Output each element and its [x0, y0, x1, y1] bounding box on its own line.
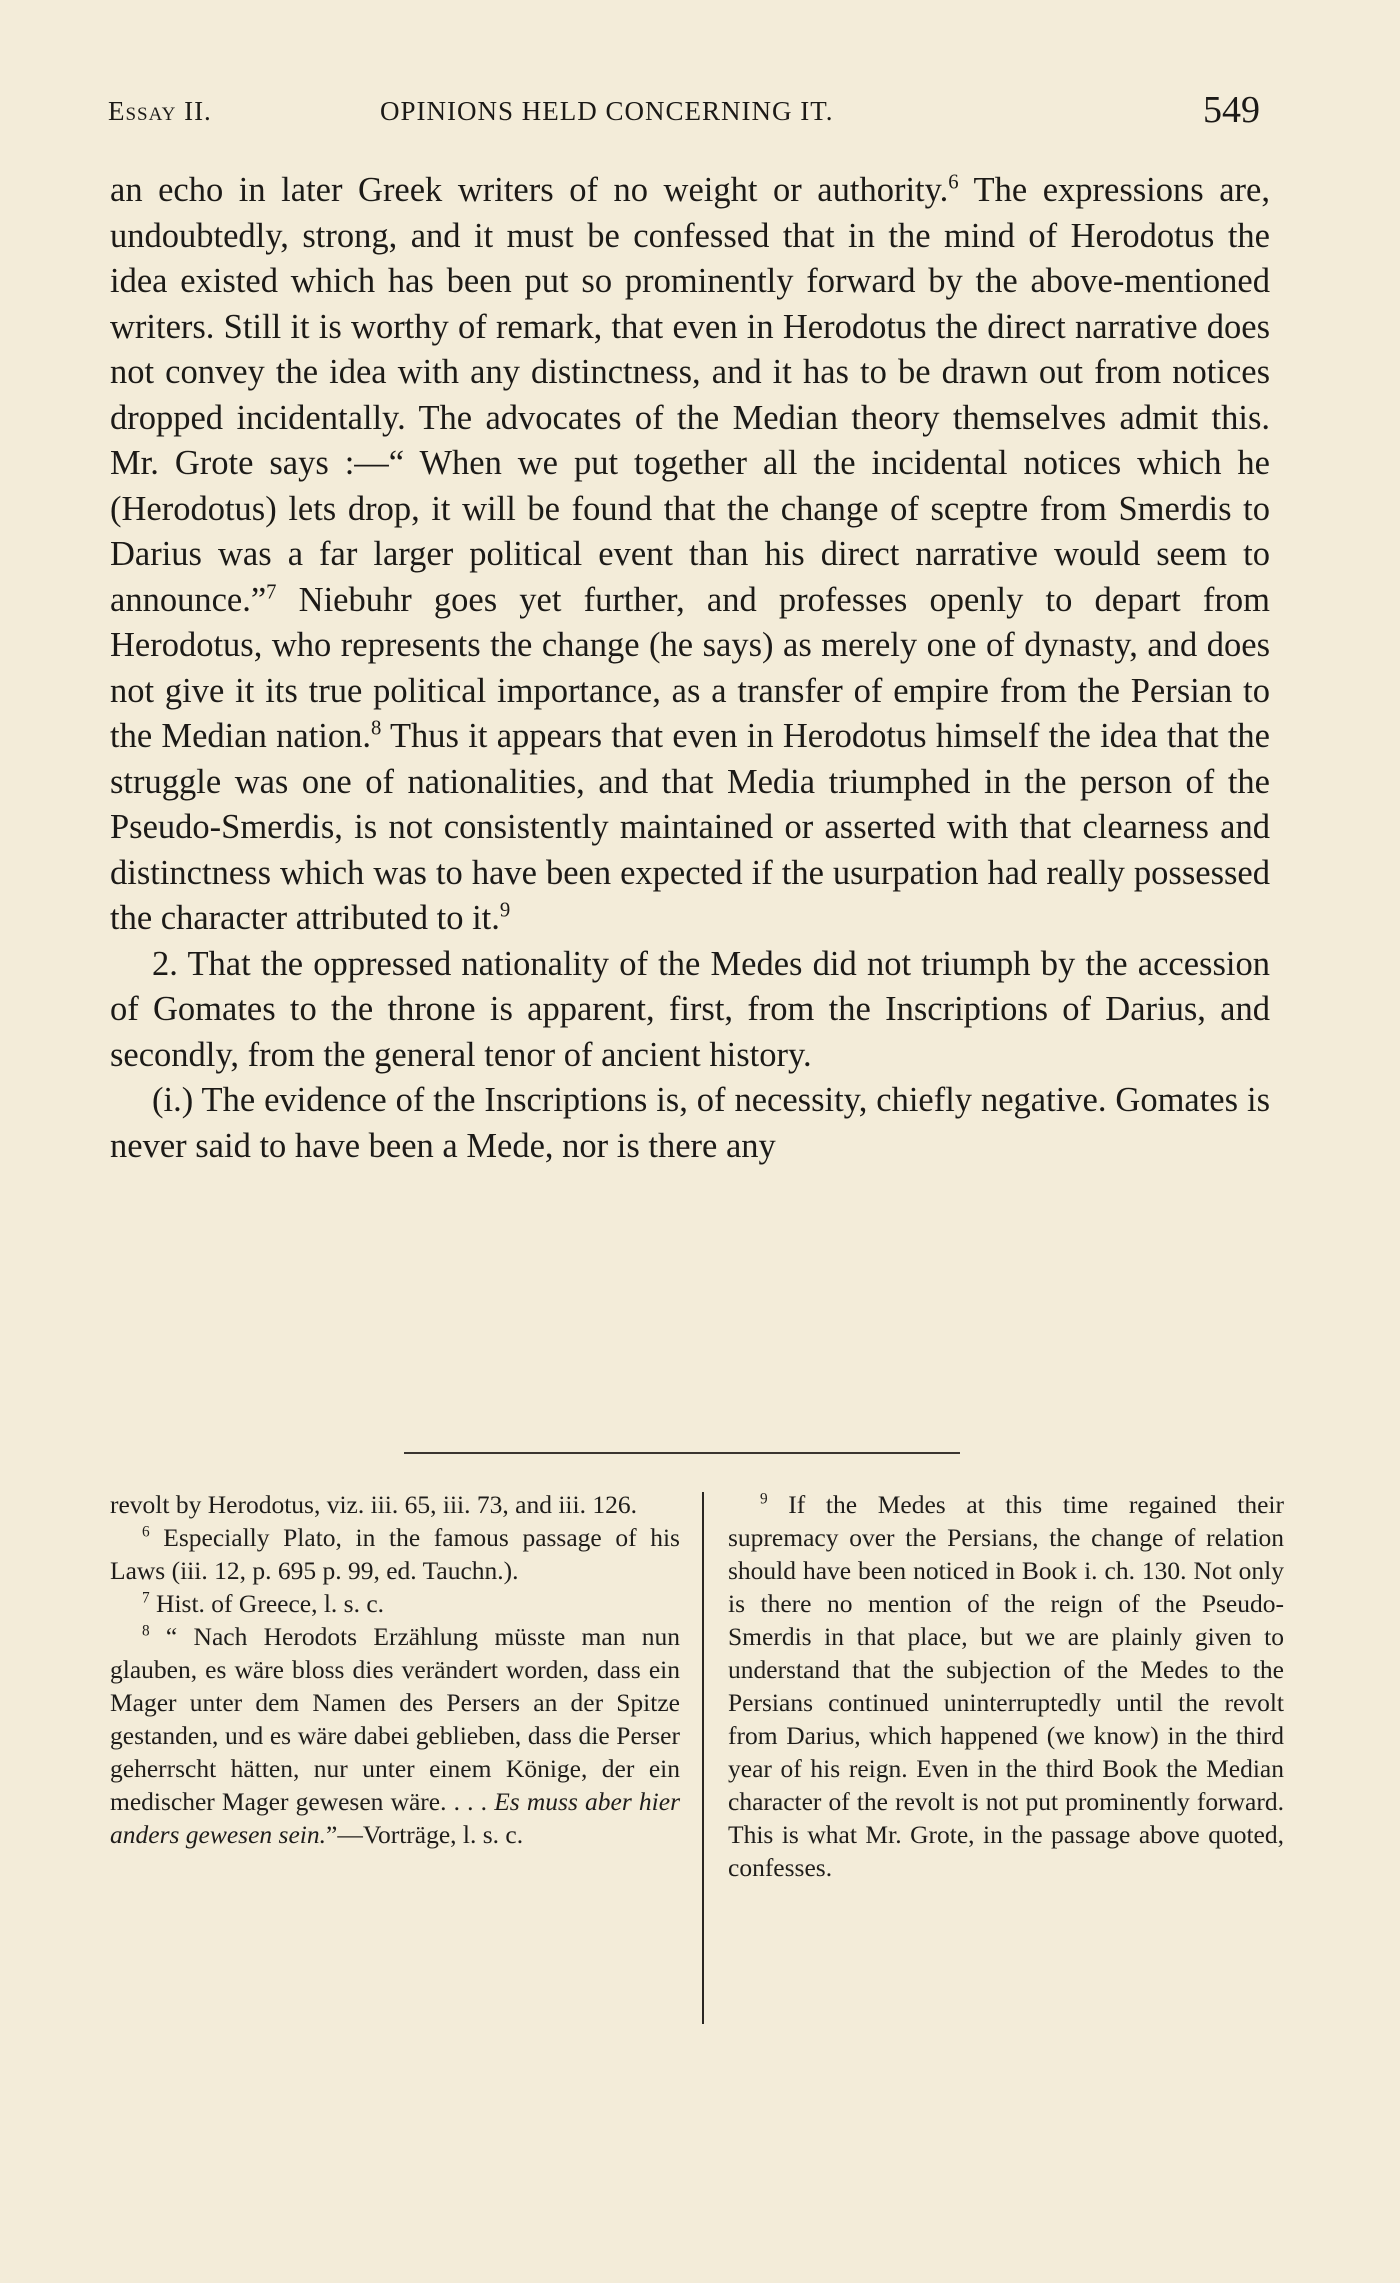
- footnote-7-text: Hist. of Greece, l. s. c.: [149, 1589, 385, 1618]
- footnote-ref-8: 8: [370, 717, 382, 740]
- essay-label: Essay II.: [108, 96, 212, 126]
- footnote-8-end: ”—Vorträge, l. s. c.: [326, 1820, 524, 1849]
- paragraph-3: (i.) The evidence of the Inscriptions is, of necessity, chiefly negative. Gomates is never said to have been a Mede, nor is there any: [110, 1081, 1270, 1165]
- footnote-8-text: “ Nach Herodots Erzählung müsste man nun glauben, es wäre bloss dies verändert worden, dass ein Mager unter dem Namen des Persers an der Spitze gestanden, und es wäre dabei geblieben, dass die Perser geherrscht hätten, nur unter einem Könige, der ein medischer Mager gewesen wäre. . . .: [110, 1622, 680, 1816]
- column-divider: [702, 1492, 704, 2024]
- footnote-9: [728, 1488, 1284, 1884]
- footnote-6-text: Especially Plato, in the famous passage of his Laws (iii. 12, p. 695 p. 99, ed. Tauchn.).: [110, 1523, 680, 1585]
- footnote-8: [110, 1620, 680, 1851]
- footnote-8-mark: 8: [142, 1622, 150, 1640]
- footnote-ref-9: 9: [499, 899, 511, 922]
- footnote-ref-6: 6: [948, 171, 959, 194]
- footnote-8-italic: Es muss aber hier anders gewesen sein.: [110, 1787, 680, 1849]
- running-header: [108, 88, 1268, 138]
- running-title: OPINIONS HELD CONCERNING IT.: [380, 96, 834, 126]
- footnote-rule: [404, 1452, 960, 1454]
- footnote-continuation: revolt by Herodotus, viz. iii. 65, iii. 73, and iii. 126.: [110, 1490, 637, 1519]
- paragraph-1: [110, 168, 1270, 942]
- paragraph-2: 2. That the oppressed nationality of the Medes did not triumph by the accession of Gomates to the throne is apparent, first, from the Inscriptions of Darius, and secondly, from the general tenor of ancient history.: [110, 944, 1270, 1074]
- paragraph-1-text-d: Thus it appears that even in Herodotus himself the idea that the struggle was one of nationalities, and that Media triumphed in the person of the Pseudo-Smerdis, is not consistently maintained or asserted with that clearness and distinctness which was to have been expected if the usurpation had really possessed the character attributed to it.: [110, 717, 1270, 937]
- page-number: 549: [1203, 89, 1260, 131]
- footnote-ref-7: 7: [266, 581, 277, 603]
- footnotes-left-column: [110, 1488, 680, 1851]
- paragraph-1-text-a: an echo in later Greek writers of no weight or authority.: [110, 171, 949, 209]
- footnote-6-mark: 6: [142, 1523, 150, 1541]
- footnote-7-mark: 7: [142, 1589, 150, 1607]
- main-text: [110, 168, 1270, 1169]
- footnotes-right-column: [728, 1488, 1284, 1884]
- footnote-7: [110, 1587, 680, 1620]
- footnote-9-mark: 9: [760, 1490, 768, 1508]
- paragraph-1-text-b: The expressions are, undoubtedly, strong, and it must be confessed that in the mind of Herodotus the idea existed which has been put so prominently forward by the above-mentioned writers. Still it is worthy of remark, that even in Herodotus the direct narrative does not convey the idea with any distinctness, and it has to be drawn out from notices dropped incidentally. The advocates of the Median theory themselves admit this. Mr. Grote says :—“ When we put together all the incidental notices which he (Herodotus) lets drop, it will be found that the change of sceptre from Smerdis to Darius was a far larger political event than his direct narrative would seem to announce.”: [110, 171, 1270, 619]
- footnote-9-text: If the Medes at this time regained their supremacy over the Persians, the change of relation should have been noticed in Book i. ch. 130. Not only is there no mention of the reign of the Pseudo-Smerdis in that place, but we are plainly given to understand that the subjection of the Medes to the Persians continued uninterruptedly until the revolt from Darius, which happened (we know) in the third year of his reign. Even in the third Book the Median character of the revolt is not put prominently forward. This is what Mr. Grote, in the passage above quoted, confesses.: [728, 1490, 1284, 1882]
- paragraph-1-text-c: Niebuhr goes yet further, and professes openly to depart from Herodotus, who represents the change (he says) as merely one of dynasty, and does not give it its true political importance, as a transfer of empire from the Persian to the Median nation.: [110, 580, 1270, 755]
- footnote-6: [110, 1521, 680, 1587]
